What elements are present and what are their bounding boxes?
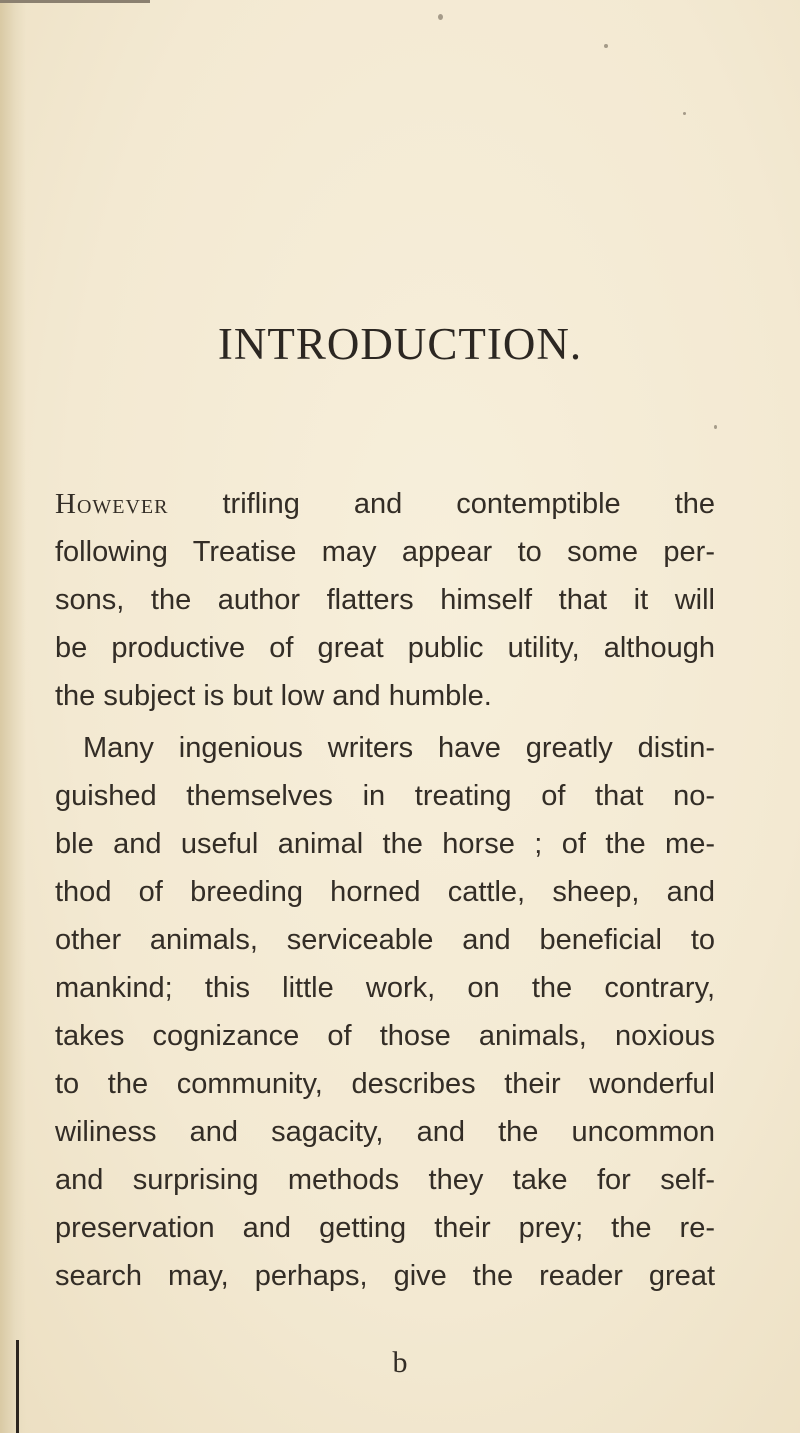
paragraph-2-line: Many ingenious writers have greatly distin- (83, 732, 715, 764)
lead-word: However (55, 488, 169, 520)
paragraph-2-line: to the community, describes their wonderful (55, 1068, 715, 1100)
paragraph-2-line: takes cognizance of those animals, noxious (55, 1020, 715, 1052)
paragraph-1-line: the subject is but low and humble. (55, 680, 492, 712)
paragraph-1-line: However trifling and contemptible the (55, 488, 716, 520)
page-top-edge (0, 0, 150, 3)
paragraph-1 (55, 480, 715, 720)
paragraph-2-line: and surprising methods they take for self- (55, 1164, 715, 1196)
paragraph-2 (55, 724, 715, 1300)
foxing-speck (683, 112, 686, 115)
foxing-speck (438, 14, 443, 20)
signature-mark: b (392, 1346, 408, 1379)
paragraph-1-line: sons, the author flatters himself that it will (55, 584, 715, 616)
paragraph-2-line: ble and useful animal the horse ; of the me- (55, 828, 715, 860)
paragraph-2-line: guished themselves in treating of that no- (55, 780, 715, 812)
page-title: INTRODUCTION. (217, 319, 583, 369)
paragraph-2-line: preservation and getting their prey; the re- (55, 1212, 715, 1244)
paragraph-1-line: following Treatise may appear to some per- (55, 536, 715, 568)
paragraph-2-line: thod of breeding horned cattle, sheep, and (55, 876, 715, 908)
foxing-speck (714, 425, 717, 429)
paragraph-2-line: wiliness and sagacity, and the uncommon (55, 1116, 715, 1148)
foxing-speck (604, 44, 608, 48)
paragraph-2-line: search may, perhaps, give the reader great (55, 1260, 715, 1292)
paragraph-2-line: other animals, serviceable and beneficial to (55, 924, 715, 956)
paragraph-1-line: be productive of great public utility, although (55, 632, 715, 664)
spine-shadow (0, 0, 26, 1433)
paragraph-2-line: mankind; this little work, on the contrary, (55, 972, 715, 1004)
